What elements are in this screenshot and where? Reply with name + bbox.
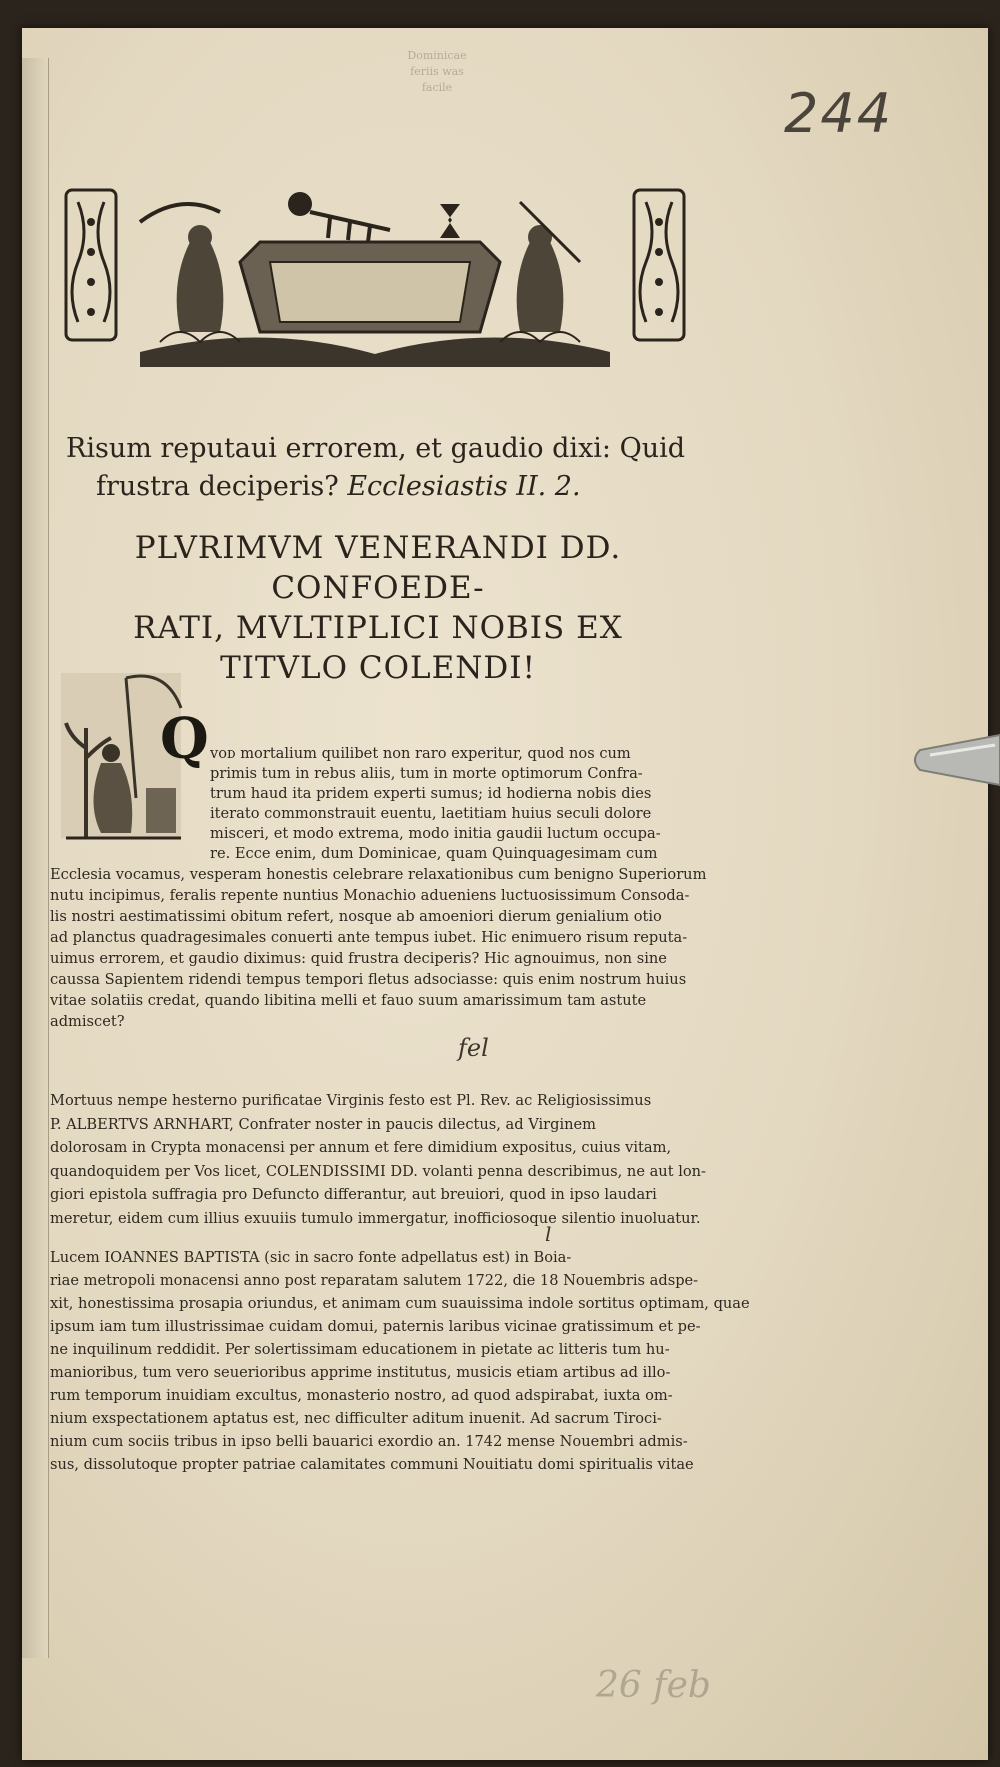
text-line: primis tum in rebus aliis, tum in morte optimorum Confra-	[210, 765, 643, 782]
text-line: re. Ecce enim, dum Dominicae, quam Quinquagesimam cum	[210, 845, 658, 862]
motto-line-1: Risum reputaui errorem, et gaudio dixi: Quid	[66, 433, 686, 464]
scripture-reference: Ecclesiastis II. 2.	[347, 471, 581, 502]
motto-line-2-text: frustra deciperis?	[96, 471, 339, 502]
handwritten-note-fel: fel	[458, 1034, 489, 1062]
text-line: dolorosam in Crypta monacensi per annum et fere dimidium expositus, cuius vitam,	[50, 1139, 672, 1156]
text-line: uimus errorem, et gaudio diximus: quid frustra deciperis? Hic agnouimus, non sine	[50, 950, 667, 967]
text-line: admiscet?	[50, 1013, 125, 1030]
text-line: rum temporum inuidiam excultus, monasterio nostro, ad quod adspirabat, iuxta om-	[50, 1387, 673, 1404]
motto	[66, 430, 706, 506]
text-line: Lucem IOANNES BAPTISTA (sic in sacro fonte adpellatus est) in Boia-	[50, 1249, 572, 1266]
bleedthrough-text	[362, 48, 512, 138]
text-line: caussa Sapientem ridendi tempus tempori fletus adsociasse: quis enim nostrum huius	[50, 971, 687, 988]
text-line: riae metropoli monacensi anno post reparatam salutem 1722, die 18 Nouembris adspe-	[50, 1272, 699, 1289]
salutation-heading	[48, 528, 708, 688]
text-line: Mortuus nempe hesterno purificatae Virginis festo est Pl. Rev. ac Religiosissimus	[50, 1092, 652, 1109]
text-line: misceri, et modo extrema, modo initia gaudii luctum occupa-	[210, 825, 661, 842]
text-line: trum haud ita pridem experti sumus; id hodierna nobis dies	[210, 785, 652, 802]
text-line: Ecclesia vocamus, vesperam honestis celebrare relaxationibus cum benigno Superiorum	[50, 866, 707, 883]
salutation-line: RATI, MVLTIPLICI NOBIS EX	[133, 610, 623, 646]
paragraph-3	[50, 1246, 750, 1476]
paragraph-1-indented	[210, 744, 661, 864]
page-spine	[22, 58, 49, 1658]
bleed-line: facile	[421, 81, 453, 94]
initial-letter: Q	[160, 706, 209, 772]
text-line: xit, honestissima prosapia oriundus, et animam cum suauissima indole sortitus optimam, quae	[50, 1295, 750, 1312]
text-line: quandoquidem per Vos licet, COLENDISSIMI DD. volanti penna describimus, ne aut lon-	[50, 1162, 706, 1180]
text-line: vitae solatiis credat, quando libitina melli et fauo suum amarissimum tam astute	[50, 992, 647, 1009]
paragraph-1-full	[50, 864, 706, 1032]
folio-number: 244	[784, 82, 894, 145]
paper-clip-icon	[910, 730, 1000, 790]
death-memento-vignette-icon	[60, 182, 690, 382]
text-line: ad planctus quadragesimales conuerti ante tempus iubet. Hic enimuero risum reputa-	[50, 929, 688, 946]
text-line: sus, dissolutoque propter patriae calamitates communi Nouitiatu domi spiritualis vitae	[50, 1456, 694, 1473]
text-line: nutu incipimus, feralis repente nuntius Monachio adueniens luctuosissimum Consoda-	[50, 887, 690, 904]
text-line: lis nostri aestimatissimi obitum refert, nosque ab amoeniori dierum genialium otio	[50, 908, 662, 925]
bleed-line: feriis was	[410, 65, 464, 78]
text-line: nium cum sociis tribus in ipso belli bauarici exordio an. 1742 mense Nouembri admis-	[50, 1433, 688, 1450]
motto-line-2	[66, 468, 706, 506]
text-line: P. ALBERTVS ARNHART, Confrater noster in paucis dilectus, ad Virginem	[50, 1115, 597, 1133]
text-line: giori epistola suffragia pro Defuncto differantur, aut breuiori, quod in ipso laudari	[50, 1186, 657, 1203]
salutation-line: PLVRIMVM VENERANDI DD. CONFOEDE-	[134, 530, 622, 606]
text-line: nium exspectationem aptatus est, nec difficulter aditum inuenit. Ad sacrum Tiroci-	[50, 1410, 662, 1427]
handwritten-correction: l	[545, 1222, 552, 1246]
text-line: ᴠᴏᴅ mortalium quilibet non raro experitur, quod nos cum	[210, 745, 631, 762]
text-line: iterato commonstrauit euentu, laetitiam huius seculi dolore	[210, 805, 652, 822]
text-line: meretur, eidem cum illius exuuiis tumulo immergatur, inofficiosoque silentio inuoluatur.	[50, 1209, 701, 1227]
text-line: ne inquilinum reddidit. Per solertissimam educationem in pietate ac litteris tum hu-	[50, 1341, 670, 1358]
handwritten-date: 26 feb	[596, 1665, 711, 1706]
paragraph-2	[50, 1089, 706, 1230]
salutation-line: TITVLO COLENDI!	[220, 650, 536, 686]
text-line: ipsum iam tum illustrissimae cuidam domui, paternis laribus vicinae gratissimum et pe-	[50, 1318, 701, 1335]
bleed-line: Dominicae	[407, 49, 467, 62]
text-line: manioribus, tum vero seuerioribus apprime institutus, musicis etiam artibus ad illo-	[50, 1364, 671, 1381]
